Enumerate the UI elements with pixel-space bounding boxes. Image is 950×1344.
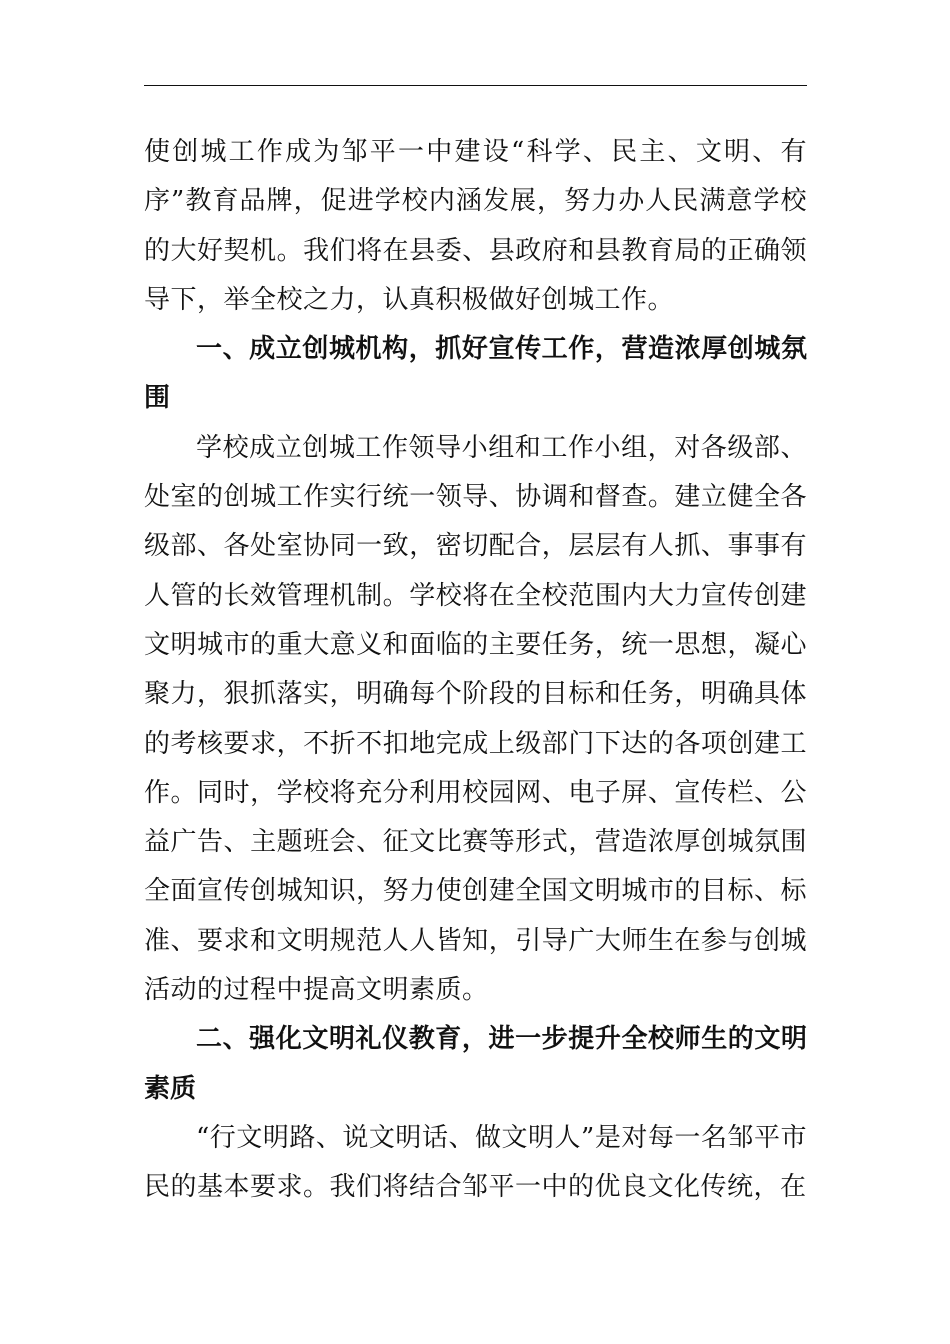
header-rule	[144, 85, 807, 86]
paragraph-intro: 使创城工作成为邹平一中建设“科学、民主、文明、有序”教育品牌，促进学校内涵发展，努力办人民满意学校的大好契机。我们将在县委、县政府和县教育局的正确领导下，举全校之力，认真积极做好创城工作。	[144, 137, 807, 315]
section-heading-1: 一、成立创城机构，抓好宣传工作，营造浓厚创城氛围	[144, 334, 807, 414]
document-body	[144, 128, 807, 1213]
paragraph-section-1: 学校成立创城工作领导小组和工作小组，对各级部、处室的创城工作实行统一领导、协调和督查。建立健全各级部、各处室协同一致，密切配合，层层有人抓、事事有人管的长效管理机制。学校将在全校范围内大力宣传创建文明城市的重大意义和面临的主要任务，统一思想，凝心聚力，狠抓落实，明确每个阶段的目标和任务，明确具体的考核要求，不折不扣地完成上级部门下达的各项创建工作。同时，学校将充分利用校园网、电子屏、宣传栏、公益广告、主题班会、征文比赛等形式，营造浓厚创城氛围全面宣传创城知识，努力使创建全国文明城市的目标、标准、要求和文明规范人人皆知，引导广大师生在参与创城活动的过程中提高文明素质。	[144, 432, 807, 1006]
paragraph-section-2: “行文明路、说文明话、做文明人”是对每一名邹平市民的基本要求。我们将结合邹平一中的优良文化传统，在	[144, 1122, 807, 1203]
section-heading-2: 二、强化文明礼仪教育，进一步提升全校师生的文明素质	[144, 1024, 807, 1104]
